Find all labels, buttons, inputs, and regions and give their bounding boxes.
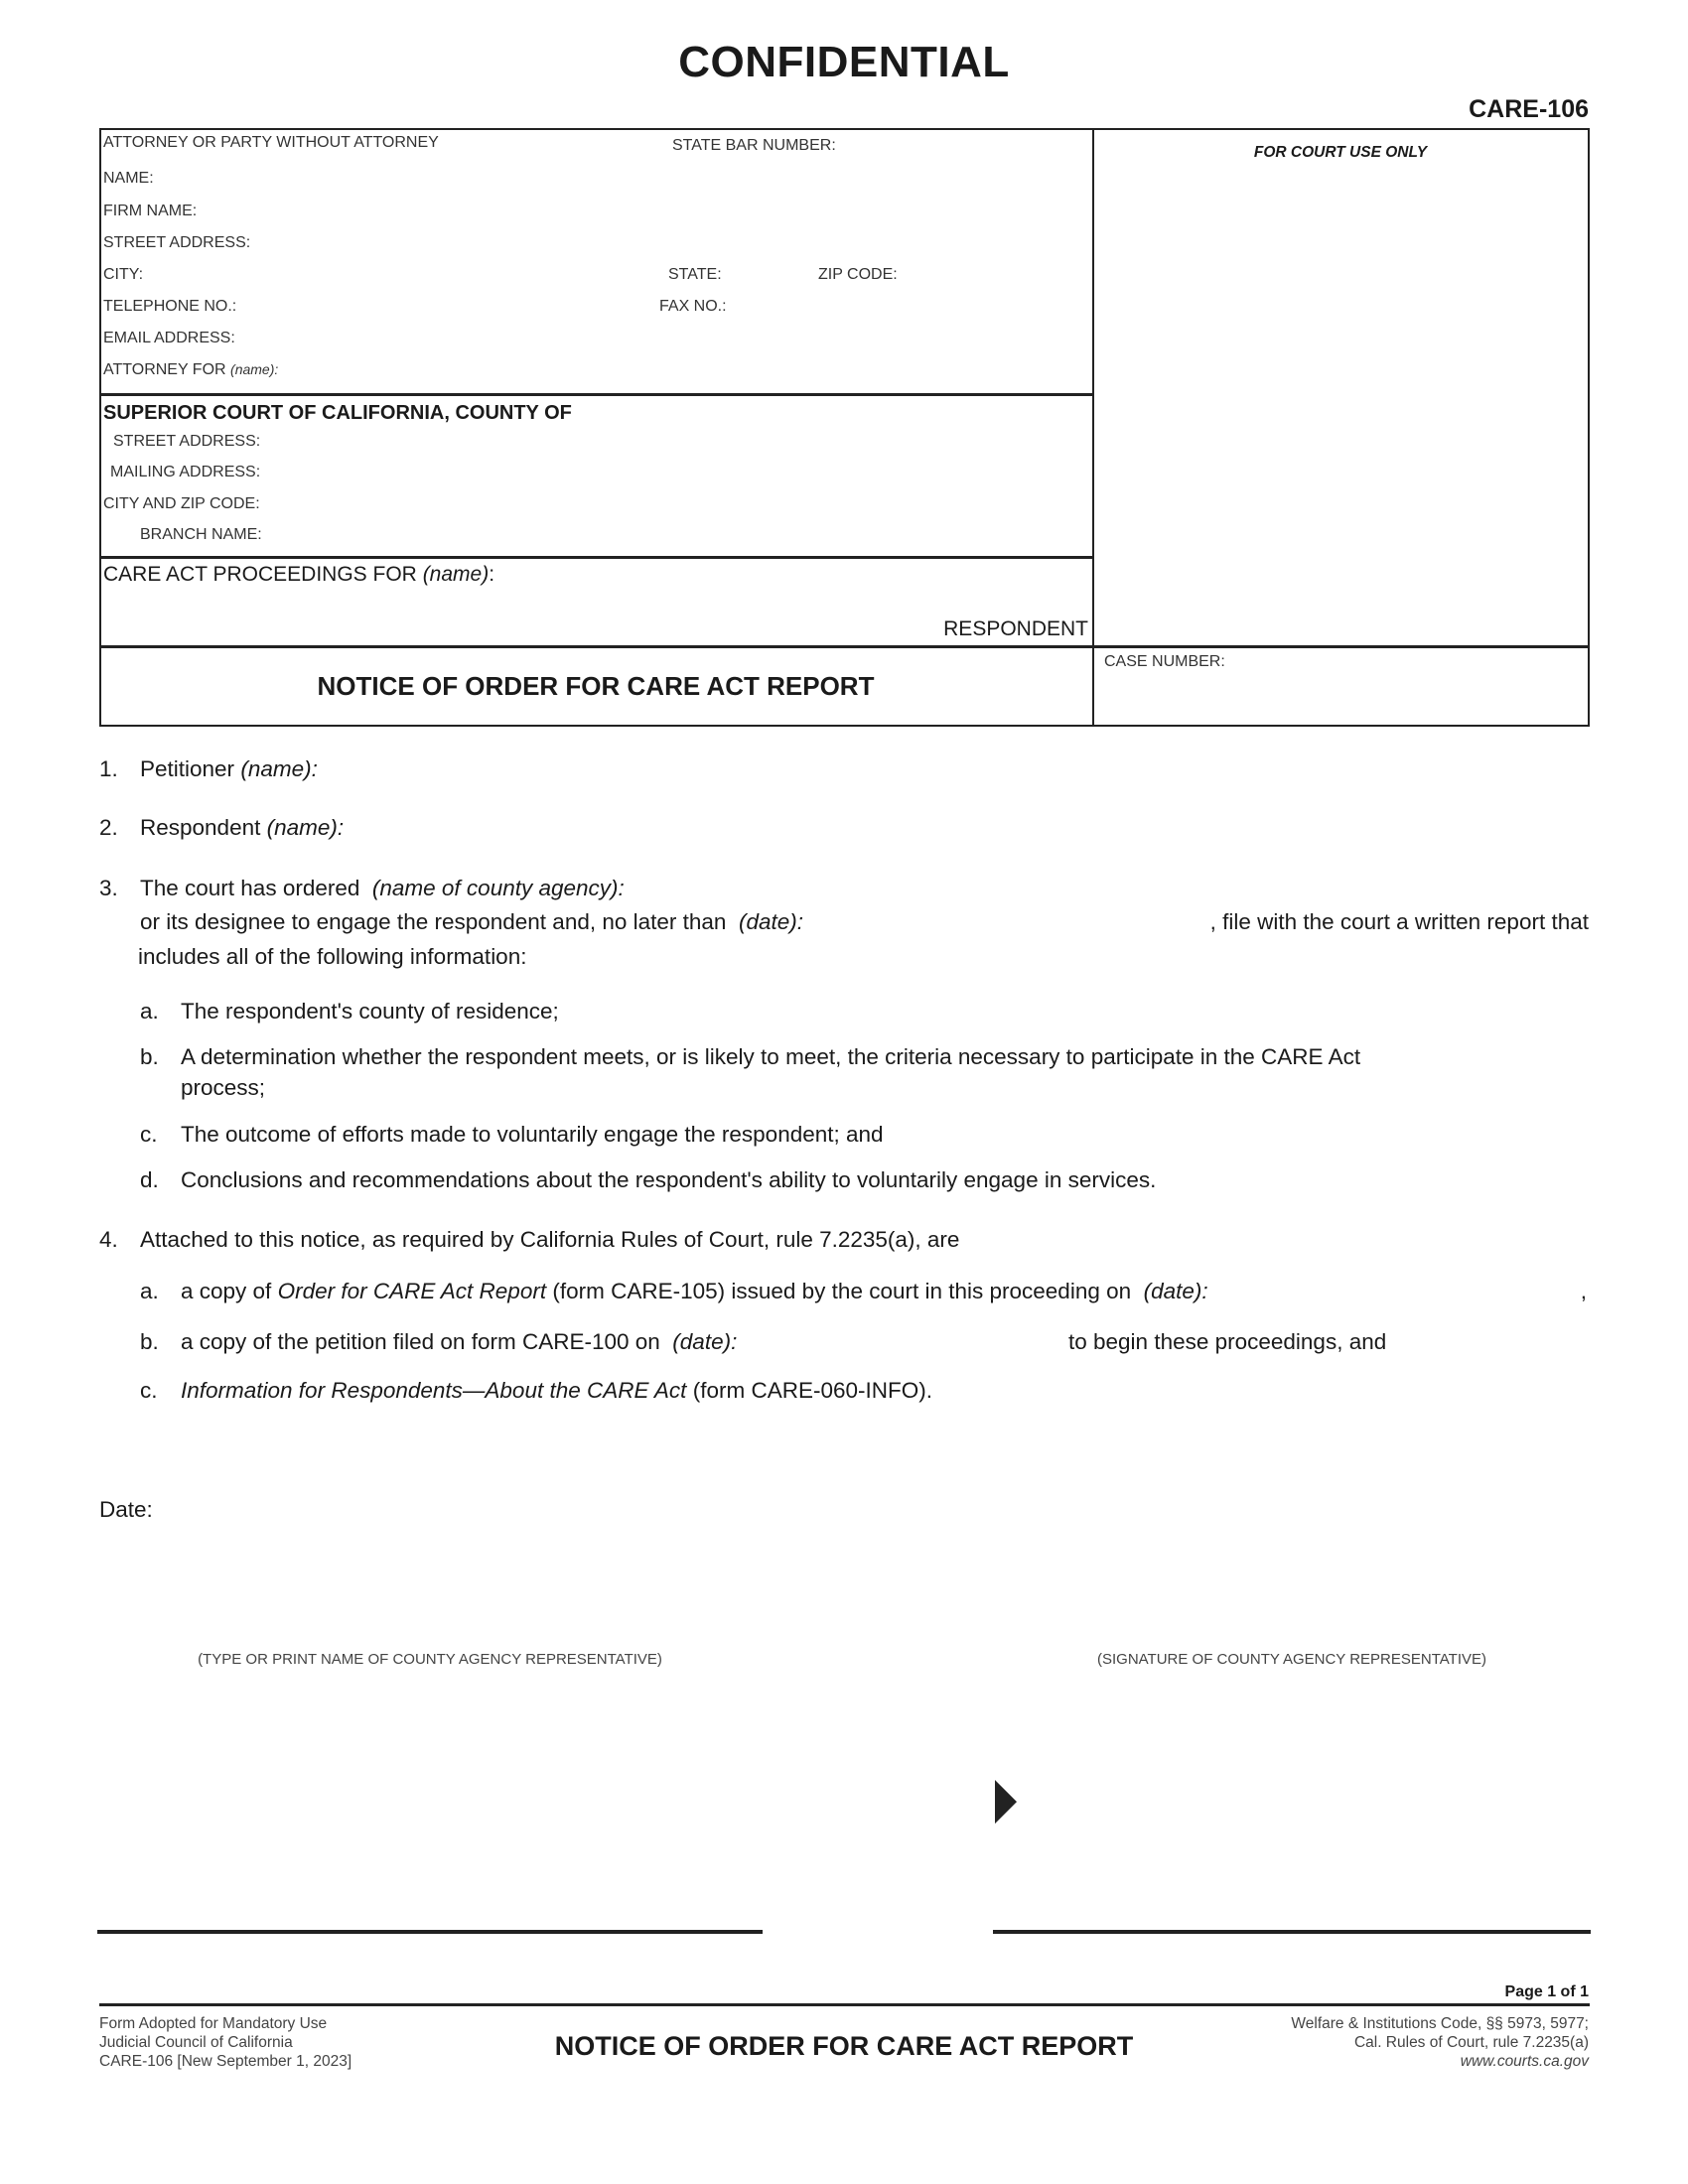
sub-letter: c. bbox=[140, 1122, 158, 1147]
attorney-zip-label[interactable]: ZIP CODE: bbox=[818, 266, 898, 283]
page-number: Page 1 of 1 bbox=[1504, 1983, 1589, 2000]
confidential-heading: CONFIDENTIAL bbox=[678, 38, 1010, 86]
attorney-street-label[interactable]: STREET ADDRESS: bbox=[103, 234, 251, 251]
print-name-caption: (TYPE OR PRINT NAME OF COUNTY AGENCY REPRESENTATIVE) bbox=[198, 1651, 662, 1668]
item-number: 1. bbox=[99, 756, 118, 781]
email-label[interactable]: EMAIL ADDRESS: bbox=[103, 330, 235, 346]
attorney-section-divider bbox=[99, 393, 1092, 396]
county-agency-hint: (name of county agency): bbox=[371, 876, 625, 900]
date-field[interactable]: Date: bbox=[99, 1497, 153, 1522]
court-street-label[interactable]: STREET ADDRESS: bbox=[113, 433, 261, 450]
respondent-label: RESPONDENT bbox=[943, 617, 1088, 640]
sub-item-text: Conclusions and recommendations about the respondent's ability to voluntarily engage in services. bbox=[181, 1167, 1157, 1192]
signature-arrow-icon bbox=[995, 1780, 1017, 1824]
footer-rule bbox=[99, 2003, 1590, 2006]
court-name[interactable]: SUPERIOR COURT OF CALIFORNIA, COUNTY OF bbox=[103, 402, 572, 424]
title-section-divider bbox=[99, 645, 1590, 648]
petition-pre-text: a copy of the petition filed on form CARE-100 on bbox=[181, 1329, 660, 1354]
petitioner-hint: (name): bbox=[240, 756, 318, 781]
form-number: CARE-106 bbox=[1469, 95, 1589, 123]
attorney-state-label[interactable]: STATE: bbox=[668, 266, 722, 283]
item-number: 4. bbox=[99, 1227, 118, 1252]
attorney-for-label[interactable] bbox=[103, 361, 278, 379]
sub-letter: c. bbox=[140, 1378, 158, 1403]
report-date-hint: (date): bbox=[738, 909, 803, 934]
print-name-line[interactable] bbox=[97, 1930, 763, 1934]
footer-title: NOTICE OF ORDER FOR CARE ACT REPORT bbox=[554, 2031, 1134, 2061]
caption-divider bbox=[1092, 128, 1094, 727]
county-agency-label: The court has ordered bbox=[140, 876, 360, 900]
telephone-label[interactable]: TELEPHONE NO.: bbox=[103, 298, 237, 315]
petition-date-hint: (date): bbox=[672, 1329, 738, 1354]
firm-name-label[interactable]: FIRM NAME: bbox=[103, 203, 198, 219]
footer-adopted: Form Adopted for Mandatory Use bbox=[99, 2015, 328, 2032]
fax-label[interactable]: FAX NO.: bbox=[659, 298, 727, 315]
item-number: 3. bbox=[99, 876, 118, 900]
court-city-zip-label[interactable]: CITY AND ZIP CODE: bbox=[103, 495, 260, 512]
caption-box bbox=[99, 128, 1590, 727]
footer-council: Judicial Council of California bbox=[99, 2034, 293, 2051]
court-branch-label[interactable]: BRANCH NAME: bbox=[140, 526, 262, 543]
attorney-for-hint: (name): bbox=[230, 361, 279, 377]
footer-statute: Welfare & Institutions Code, §§ 5973, 5977; bbox=[1291, 2015, 1589, 2032]
info-form-text bbox=[181, 1378, 932, 1404]
report-date-trailing-text: , file with the court a written report that bbox=[1209, 909, 1589, 934]
attorney-heading: ATTORNEY OR PARTY WITHOUT ATTORNEY bbox=[103, 134, 439, 151]
sub-letter: a. bbox=[140, 1279, 159, 1303]
state-bar-number-label[interactable]: STATE BAR NUMBER: bbox=[672, 137, 836, 154]
sub-item-text: The outcome of efforts made to voluntarily engage the respondent; and bbox=[181, 1122, 884, 1147]
sub-item-text-continued: process; bbox=[181, 1075, 266, 1100]
sub-item-text: The respondent's county of residence; bbox=[181, 999, 559, 1024]
order-date-trailing-comma: , bbox=[1580, 1279, 1587, 1303]
respondent-hint: (name): bbox=[266, 815, 345, 840]
for-court-use-label: FOR COURT USE ONLY bbox=[1253, 144, 1428, 161]
order-date-field[interactable] bbox=[181, 1279, 1208, 1304]
proceedings-hint: (name) bbox=[422, 563, 490, 586]
attorney-for-text: ATTORNEY FOR bbox=[103, 361, 226, 378]
attorney-name-label[interactable]: NAME: bbox=[103, 170, 154, 187]
signature-caption: (SIGNATURE OF COUNTY AGENCY REPRESENTATIVE) bbox=[1097, 1651, 1486, 1668]
footer-form-revision: CARE-106 [New September 1, 2023] bbox=[99, 2053, 352, 2070]
order-date-hint: (date): bbox=[1143, 1279, 1208, 1303]
sub-letter: b. bbox=[140, 1329, 159, 1354]
order-pre-text: a copy of bbox=[181, 1279, 272, 1303]
footer-website-link[interactable]: www.courts.ca.gov bbox=[1460, 2053, 1589, 2070]
attorney-city-label[interactable]: CITY: bbox=[103, 266, 144, 283]
item-number: 2. bbox=[99, 815, 118, 840]
petitioner-field[interactable] bbox=[140, 756, 318, 782]
report-date-field[interactable] bbox=[140, 909, 803, 935]
item-3-line-3: includes all of the following information: bbox=[138, 944, 527, 969]
proceedings-text: CARE ACT PROCEEDINGS FOR bbox=[103, 563, 417, 586]
report-date-text: or its designee to engage the respondent and, no later than bbox=[140, 909, 727, 934]
sub-letter: b. bbox=[140, 1044, 159, 1069]
proceedings-label[interactable] bbox=[103, 563, 494, 587]
form-title: NOTICE OF ORDER FOR CARE ACT REPORT bbox=[317, 671, 875, 701]
petition-trailing-text: to begin these proceedings, and bbox=[1068, 1329, 1387, 1354]
county-agency-field[interactable] bbox=[140, 876, 625, 901]
order-post-text: (form CARE-105) issued by the court in this proceeding on bbox=[552, 1279, 1132, 1303]
info-form-name: Information for Respondents—About the CARE Act bbox=[181, 1378, 687, 1403]
respondent-name-label: Respondent bbox=[140, 815, 261, 840]
respondent-field[interactable] bbox=[140, 815, 344, 841]
case-number-label[interactable]: CASE NUMBER: bbox=[1104, 653, 1225, 670]
sub-item-text: A determination whether the respondent meets, or is likely to meet, the criteria necessary to participate in the CARE Act bbox=[181, 1044, 1361, 1069]
signature-line[interactable] bbox=[993, 1930, 1591, 1934]
order-form-name: Order for CARE Act Report bbox=[277, 1279, 547, 1303]
item-4-text: Attached to this notice, as required by California Rules of Court, rule 7.2235(a), are bbox=[140, 1227, 960, 1252]
court-mailing-label[interactable]: MAILING ADDRESS: bbox=[110, 464, 261, 480]
sub-letter: d. bbox=[140, 1167, 159, 1192]
court-section-divider bbox=[99, 556, 1092, 559]
footer-rules: Cal. Rules of Court, rule 7.2235(a) bbox=[1353, 2034, 1589, 2051]
info-form-post: (form CARE-060-INFO). bbox=[692, 1378, 932, 1403]
petition-date-field[interactable] bbox=[181, 1329, 737, 1355]
petitioner-label: Petitioner bbox=[140, 756, 235, 781]
proceedings-colon: : bbox=[489, 563, 495, 586]
sub-letter: a. bbox=[140, 999, 159, 1024]
